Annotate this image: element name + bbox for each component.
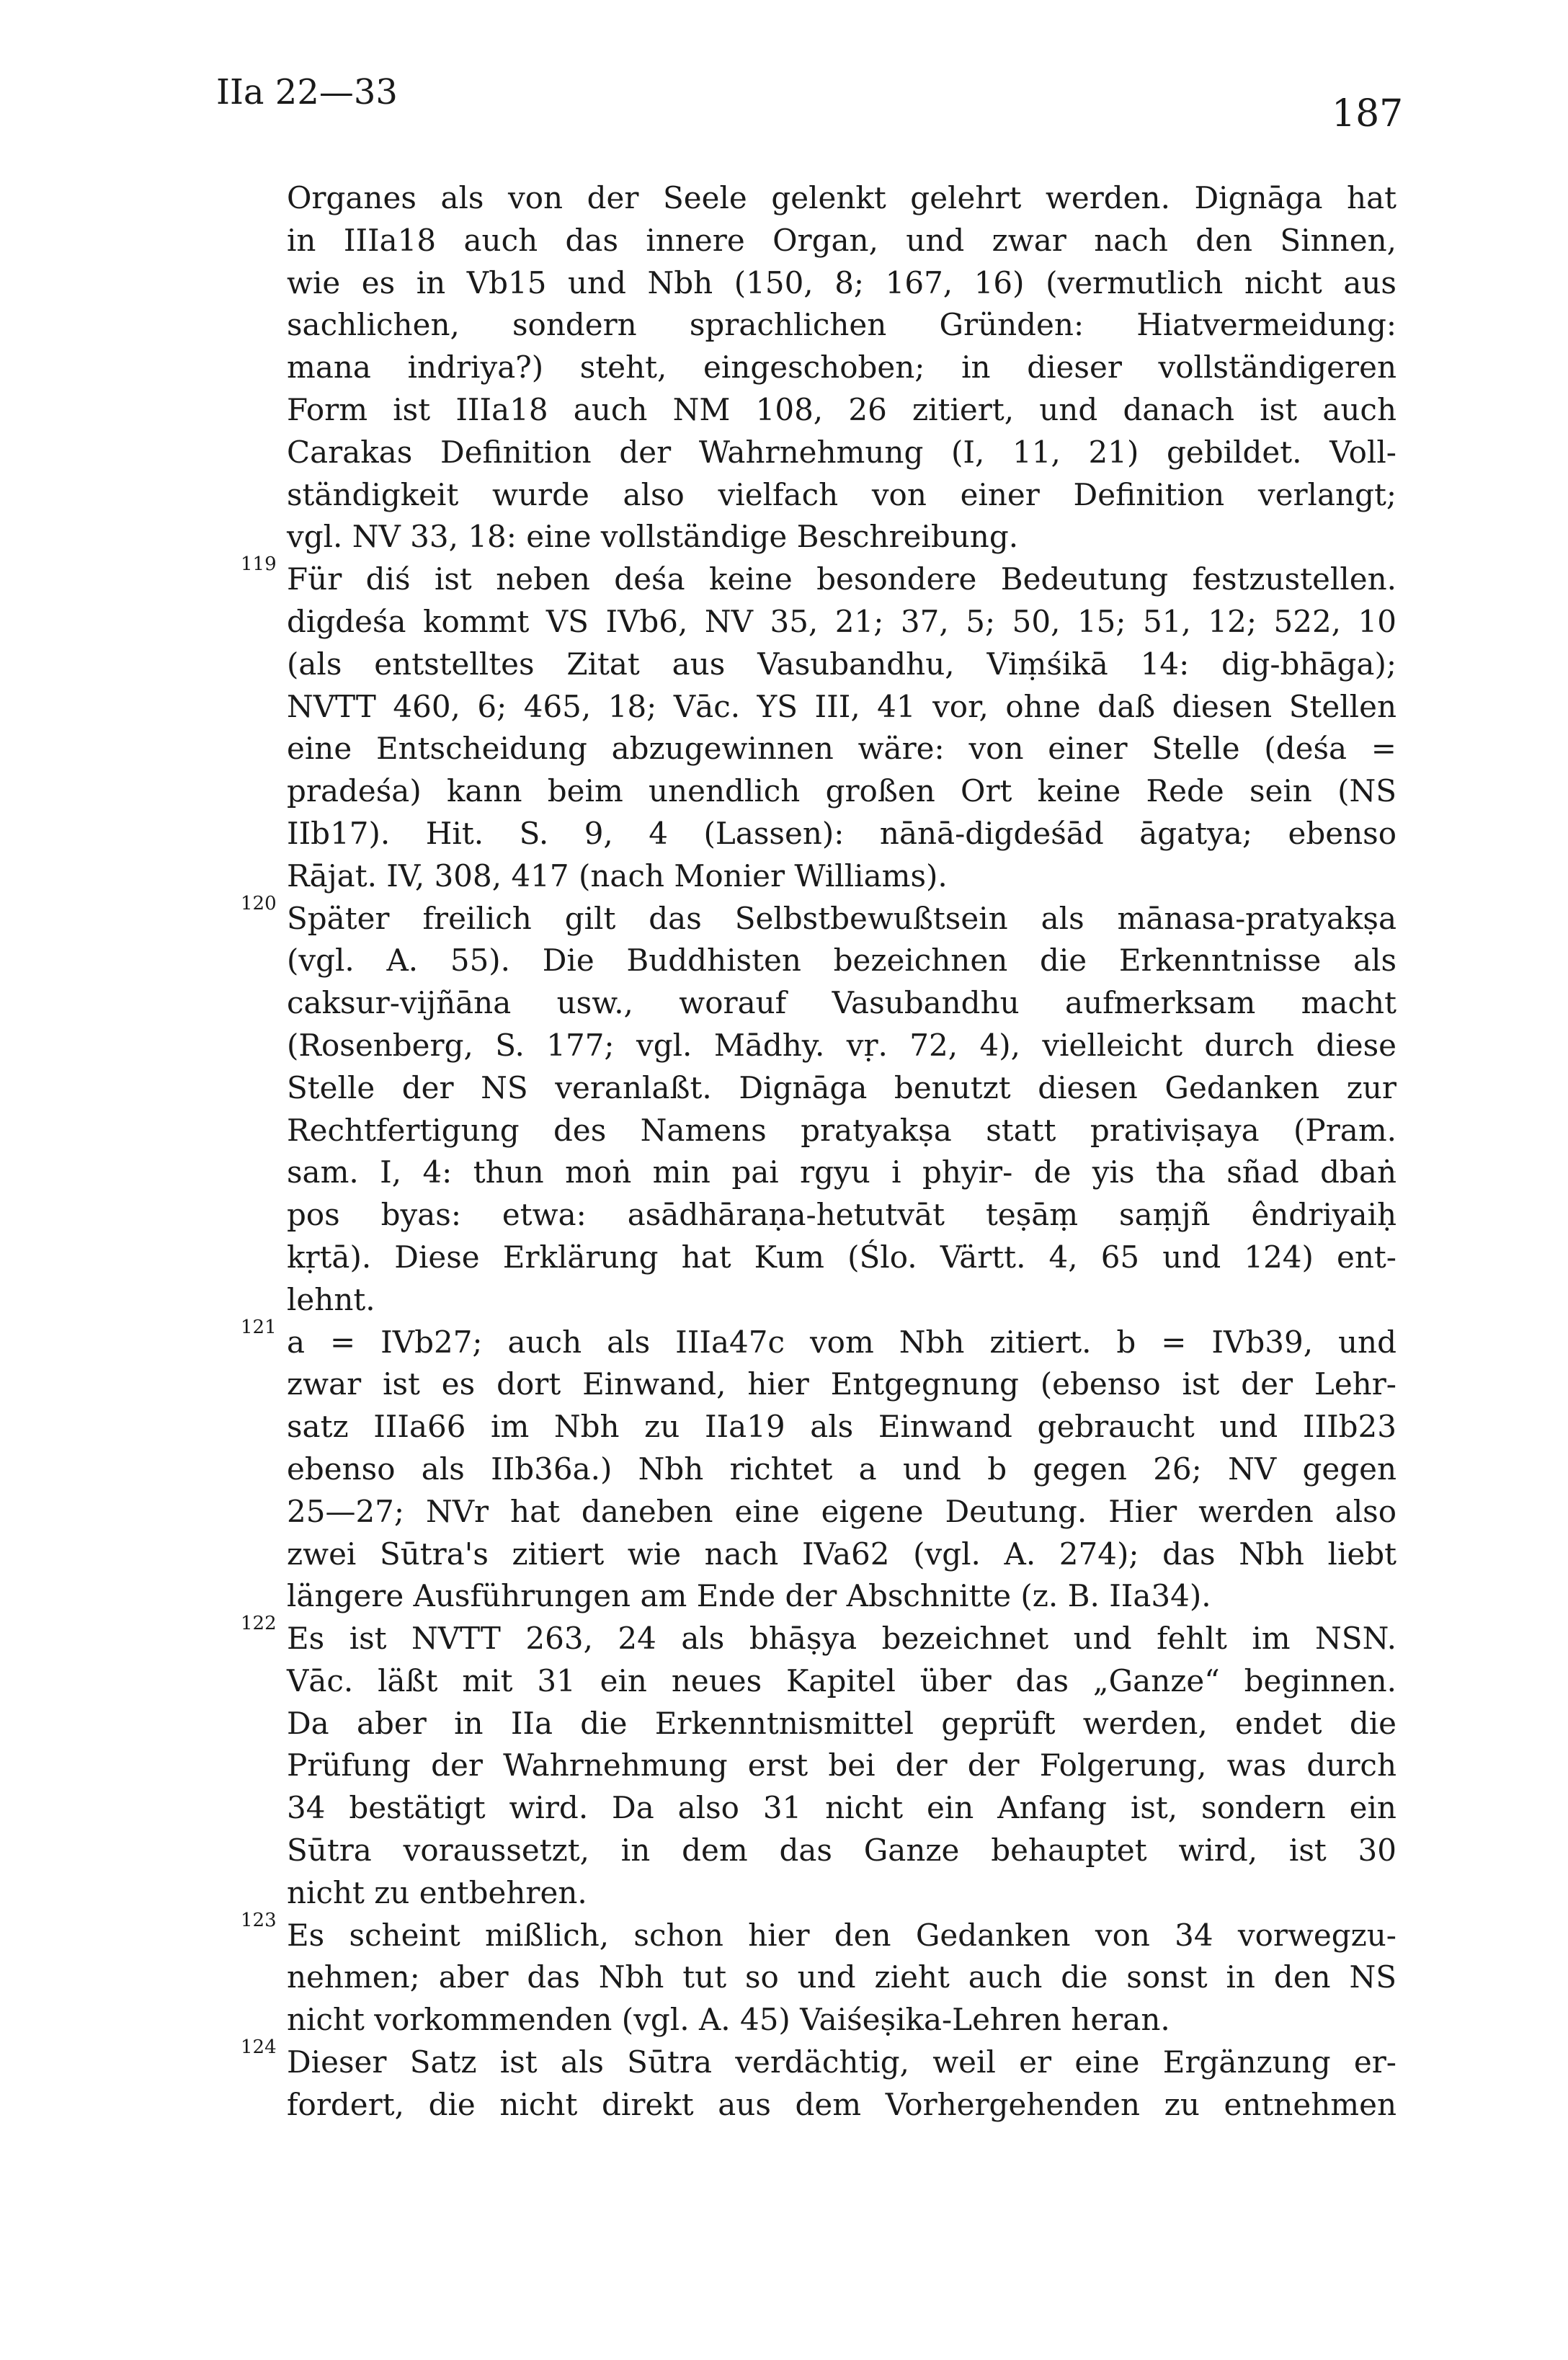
text-line (241, 1909, 1396, 1957)
text-line: lehnt. (287, 1281, 375, 1317)
footnote-122 (241, 1613, 1396, 1915)
text-line: caksur-vijñāna usw., worauf Vasubandhu aufmerksam macht (287, 985, 1396, 1021)
text-line: Prüfung der Wahrnehmung erst bei der der Folgerung, was durch (287, 1747, 1396, 1784)
footnote-121 (241, 1316, 1396, 1618)
text-line: Da aber in IIa die Erkenntnismittel geprüft werden, endet die (287, 1705, 1396, 1741)
footnote-123 (241, 1909, 1396, 2041)
carryover-paragraph (287, 177, 1396, 558)
footnote-line-text: Es ist NVTT 263, 24 als bhāṣya bezeichnet und fehlt im NSN. (287, 1621, 1396, 1657)
text-line (241, 1316, 1396, 1364)
text-line: vgl. NV 33, 18: eine vollständige Beschreibung. (287, 519, 1019, 555)
text-line: pos byas: etwa: asādhāraṇa-hetutvāt teṣāṃ saṃjñ êndriyaiḥ (287, 1197, 1396, 1233)
text-line: ständigkeit wurde also vielfach von einer Definition verlangt; (287, 476, 1396, 512)
footnote-number: 124 (241, 2036, 277, 2059)
footnote-line-text: Es scheint mißlich, schon hier den Gedanken von 34 vorwegzu- (287, 1917, 1396, 1953)
footnote-number: 120 (241, 892, 277, 914)
text-line (241, 892, 1396, 940)
text-line: Rechtfertigung des Namens pratyakṣa statt prativiṣaya (Pram. (287, 1112, 1396, 1148)
footnote-120 (241, 892, 1396, 1322)
footnote-number: 122 (241, 1613, 277, 1635)
footnote-line-text: Dieser Satz ist als Sūtra verdächtig, weil er eine Ergänzung er- (287, 2044, 1396, 2080)
text-line: Organes als von der Seele gelenkt gelehrt werden. Dignāga hat (287, 180, 1396, 215)
text-line: in IIIa18 auch das innere Organ, und zwar nach den Sinnen, (287, 222, 1396, 258)
text-line: Form ist IIIa18 auch NM 108, 26 zitiert, und danach ist auch (287, 391, 1396, 427)
text-line: längere Ausführungen am Ende der Abschnitte (z. B. IIa34). (287, 1578, 1211, 1614)
text-line: NVTT 460, 6; 465, 18; Vāc. YS III, 41 vor, ohne daß diesen Stellen (287, 688, 1396, 724)
footnote-number: 123 (241, 1909, 277, 1931)
text-line: IIb17). Hit. S. 9, 4 (Lassen): nānā-digdeśād āgatya; ebenso (287, 815, 1396, 851)
text-line: pradeśa) kann beim unendlich großen Ort keine Rede sein (NS (287, 773, 1396, 809)
text-line: Stelle der NS veranlaßt. Dignāga benutzt diesen Gedanken zur (287, 1069, 1396, 1105)
text-line: nicht zu entbehren. (287, 1874, 587, 1910)
text-line (241, 1613, 1396, 1660)
text-line: (Rosenberg, S. 177; vgl. Mādhy. vṛ. 72, 4), vielleicht durch diese (287, 1027, 1396, 1063)
text-line: nicht vorkommenden (vgl. A. 45) Vaiśeṣika-Lehren heran. (287, 2002, 1170, 2038)
text-line: kṛtā). Diese Erklärung hat Kum (Ślo. Värtt. 4, 65 und 124) ent- (287, 1239, 1396, 1275)
page-header (0, 0, 1568, 166)
text-line: zwar ist es dort Einwand, hier Entgegnung (ebenso ist der Lehr- (287, 1366, 1396, 1402)
text-line: Vāc. läßt mit 31 ein neues Kapitel über das „Ganze“ beginnen. (287, 1662, 1396, 1698)
footnote-line-text: Für diś ist neben deśa keine besondere Bedeutung festzustellen. (287, 561, 1396, 597)
text-line: Sūtra voraussetzt, in dem das Ganze behauptet wird, ist 30 (287, 1833, 1396, 1869)
text-line: (vgl. A. 55). Die Buddhisten bezeichnen die Erkenntnisse als (287, 943, 1396, 979)
page-body (241, 177, 1396, 2127)
text-line: 34 bestätigt wird. Da also 31 nicht ein Anfang ist, sondern ein (287, 1790, 1396, 1826)
footnote-line-text: Später freilich gilt das Selbstbewußtsein als mānasa-pratyakṣa (287, 900, 1396, 936)
text-line: satz IIIa66 im Nbh zu IIa19 als Einwand gebraucht und IIIb23 (287, 1409, 1396, 1445)
page-number: 187 (1332, 92, 1404, 135)
footnote-119 (241, 553, 1396, 897)
text-line (241, 553, 1396, 601)
text-line: (als entstelltes Zitat aus Vasubandhu, Viṃśikā 14: dig-bhāga); (287, 646, 1396, 682)
text-line: sachlichen, sondern sprachlichen Gründen: Hiatvermeidung: (287, 307, 1396, 343)
text-line: eine Entscheidung abzugewinnen wäre: von einer Stelle (deśa = (287, 731, 1396, 767)
text-line: ebenso als IIb36a.) Nbh richtet a und b gegen 26; NV gegen (287, 1451, 1396, 1487)
footnote-line-text: a = IVb27; auch als IIIa47c vom Nbh zitiert. b = IVb39, und (287, 1324, 1396, 1360)
footnote-number: 119 (241, 553, 277, 576)
text-line: zwei Sūtra's zitiert wie nach IVa62 (vgl. A. 274); das Nbh liebt (287, 1536, 1396, 1572)
footnote-number: 121 (241, 1316, 277, 1338)
text-line: 25—27; NVr hat daneben eine eigene Deutung. Hier werden also (287, 1493, 1396, 1529)
text-line: digdeśa kommt VS IVb6, NV 35, 21; 37, 5; 50, 15; 51, 12; 522, 10 (287, 603, 1396, 639)
footnote-124 (241, 2036, 1396, 2127)
text-line: sam. I, 4: thun moṅ min pai rgyu i phyir- de yis tha sñad dbaṅ (287, 1154, 1396, 1190)
text-line: Rājat. IV, 308, 417 (nach Monier Williams). (287, 858, 948, 894)
text-line: Carakas Definition der Wahrnehmung (I, 11, 21) gebildet. Voll- (287, 434, 1396, 470)
text-line: fordert, die nicht direkt aus dem Vorhergehenden zu entnehmen (287, 2086, 1396, 2122)
text-line: mana indriya?) steht, eingeschoben; in dieser vollständigeren (287, 349, 1396, 386)
text-line: wie es in Vb15 und Nbh (150, 8; 167, 16) (vermutlich nicht aus (287, 264, 1396, 300)
running-head: IIa 22—33 (216, 72, 398, 112)
text-line: nehmen; aber das Nbh tut so und zieht auch die sonst in den NS (287, 1959, 1396, 1995)
text-line (241, 2036, 1396, 2084)
